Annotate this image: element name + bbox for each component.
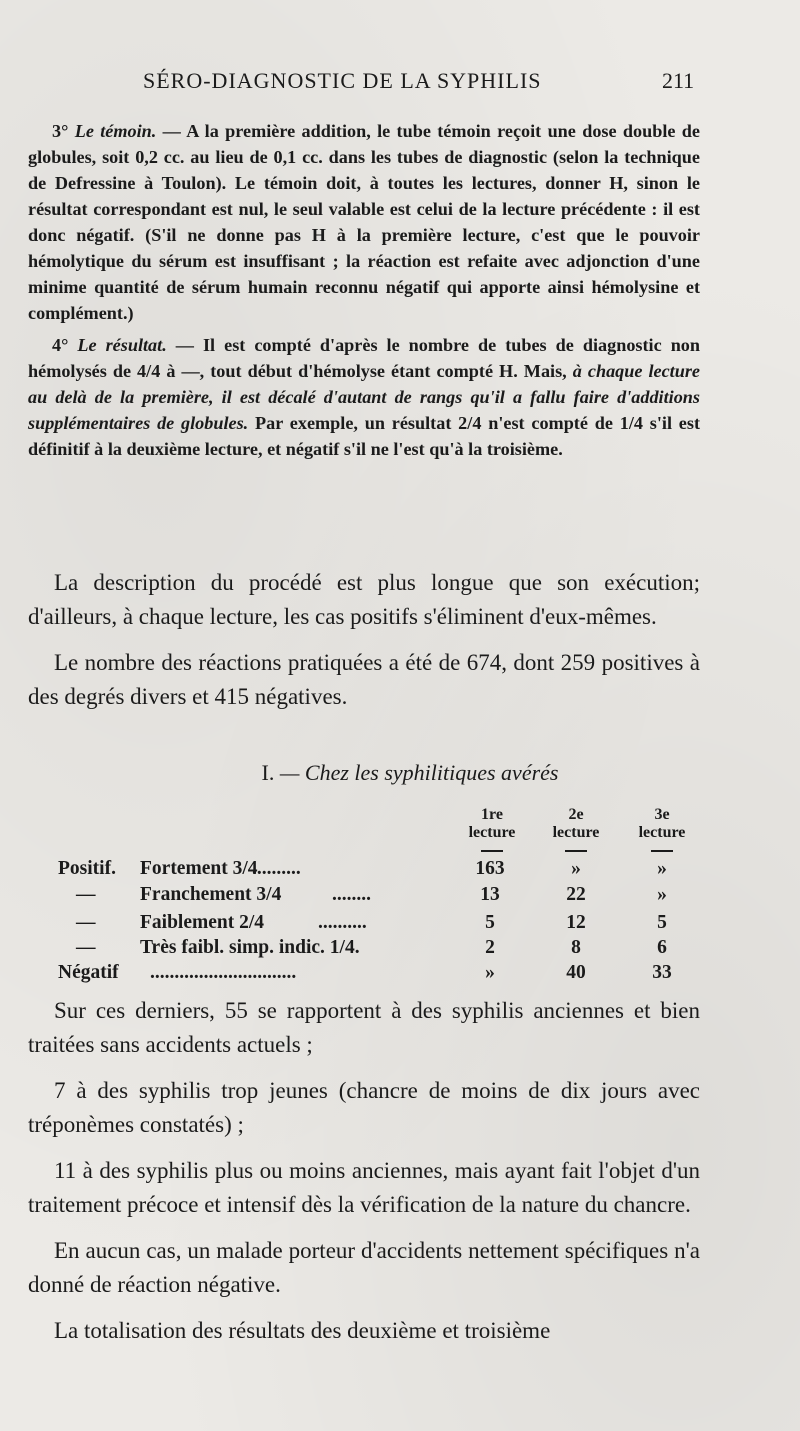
paragraph-temoin: 3° Le témoin. — A la première addition, le tube témoin reçoit une dose double de globules, soit 0,2 cc. au lieu de 0,1 cc. dans les tubes de diagnostic (selon la technique de Defressine à Toulon). Le témoin doit, à toutes les lectures, donner H, sinon le résultat correspondant est nul, le seul valable est celui de la lecture précédente : il est donc négatif. (S'il ne donne pas H à la première lecture, c'est que le pouvoir hémolytique du sérum est insuffisant ; la réaction est refaite avec adjonction d'une minime quantité de sérum humain reconnu négatif qui apporte ainsi hémolysine et complément.) <box>28 121 700 323</box>
table-title: I. — Chez les syphilitiques avérés <box>261 760 559 785</box>
paragraph: En aucun cas, un malade porteur d'accidents nettement spécifiques n'a donné de réaction négative. <box>28 1238 700 1297</box>
paragraph: La totalisation des résultats des deuxième et troisième <box>54 1318 551 1343</box>
page-header <box>0 68 800 98</box>
column-header-3: 3e lecture <box>638 806 686 841</box>
paragraph-resultat: 4° Le résultat. — Il est compté d'après le nombre de tubes de diagnostic non hémolysés de 4/4 à —, tout début d'hémolyse étant compté H. Mais, à chaque lecture au delà de la première, il est décalé d'autant de rangs qu'il a fallu faire d'additions supplémentaires de globules. Par exemple, un résultat 2/4 n'est compté de 1/4 s'il est définitif à la deuxième lecture, et négatif s'il ne l'est qu'à la troisième. <box>28 335 701 459</box>
table-row: — Très faibl. simp. indic. 1/4. 2 8 6 <box>76 937 667 958</box>
running-title: SÉRO-DIAGNOSTIC DE LA SYPHILIS <box>143 68 542 93</box>
table-row: Positif. Fortement 3/4 .......... 163 » » <box>58 858 667 879</box>
paragraph: 7 à des syphilis trop jeunes (chancre de moins de dix jours avec tréponèmes constatés) ; <box>28 1078 700 1137</box>
column-rule <box>651 850 673 852</box>
paragraph: 11 à des syphilis plus ou moins anciennes, mais ayant fait l'objet d'un traitement précoce et intensif dès la vérification de la nature du chancre. <box>28 1158 700 1217</box>
technique-notes <box>28 118 700 462</box>
paragraph: Le nombre des réactions pratiquées a été de 674, dont 259 positives à des degrés divers et 415 négatives. <box>28 650 700 709</box>
column-rule <box>481 850 503 852</box>
body-text-top <box>28 566 700 726</box>
table-row: — Franchement 3/4 ........ 13 22 » <box>76 884 667 905</box>
heading-resultat: Le résultat. <box>77 335 167 355</box>
table-row: — Faiblement 2/4 .......... 5 12 5 <box>76 912 667 933</box>
rule-italic: à chaque lecture au delà de la première, il est décalé d'autant de rangs qu'il a fallu faire d'additions supplémentaires de globules. <box>28 361 700 433</box>
column-header-1: 1re lecture <box>468 806 516 841</box>
heading-temoin: Le témoin. <box>74 121 157 141</box>
column-header-2: 2e lecture <box>552 806 600 841</box>
column-rule <box>565 850 587 852</box>
table-row: Négatif .............................. » 40 33 <box>58 962 672 983</box>
paragraph: La description du procédé est plus longue que son exécution; d'ailleurs, à chaque lecture, les cas positifs s'éliminent d'eux-mêmes. <box>28 570 700 629</box>
body-text-bottom <box>28 994 700 1360</box>
page-number: 211 <box>662 68 695 93</box>
paragraph: Sur ces derniers, 55 se rapportent à des syphilis anciennes et bien traitées sans accidents actuels ; <box>28 998 700 1057</box>
